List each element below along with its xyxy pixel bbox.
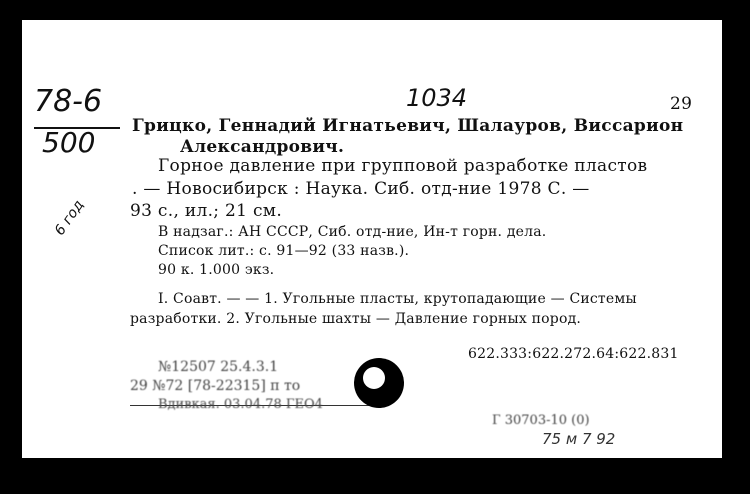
udc-classification: 622.333:622.272.64:622.831 (468, 346, 679, 362)
stamp-line-3: Вдивкая. 03.04.78 ГЕО4 (158, 397, 323, 412)
catalog-card (22, 20, 722, 458)
subject-line-1: I. Соавт. — — 1. Угольные пласты, крутопадающие — Системы (158, 291, 637, 307)
title-line-3: 93 с., ил.; 21 см. (130, 201, 283, 221)
scan-border-right (722, 0, 750, 494)
scan-border-left (0, 0, 22, 494)
card-number: 29 (670, 94, 693, 114)
shelfmark-bottom: 500 (42, 126, 96, 159)
note-line-3: 90 к. 1.000 экз. (158, 262, 275, 278)
stamp-line-1: №12507 25.4.3.1 (158, 359, 279, 375)
title-line-2: . — Новосибирск : Наука. Сиб. отд-ние 1978 С. — (132, 179, 590, 199)
author-line-1: Грицко, Геннадий Игнатьевич, Шалауров, Виссарион (132, 116, 684, 136)
stamp-line-2: 29 №72 [78-22315] п то (130, 378, 301, 394)
subject-line-2: разработки. 2. Угольные шахты — Давление горных пород. (130, 311, 582, 327)
shelfmark-top: 78-6 (34, 84, 103, 119)
note-line-1: В надзаг.: АН СССР, Сиб. отд-ние, Ин-т горн. дела. (158, 224, 547, 240)
bottom-right-handwriting: 75 м 7 92 (542, 430, 616, 448)
bottom-right-code: Г 30703-10 (0) (492, 413, 590, 428)
scan-border-bottom (0, 458, 750, 494)
library-seal (354, 358, 404, 408)
note-line-2: Список лит.: с. 91—92 (33 назв.). (158, 243, 410, 259)
author-line-2: Александрович. (180, 137, 345, 157)
handwritten-side-note: 6 год (51, 197, 88, 239)
handwritten-year: 1034 (406, 84, 468, 112)
title-line-1: Горное давление при групповой разработке пластов (158, 156, 648, 176)
